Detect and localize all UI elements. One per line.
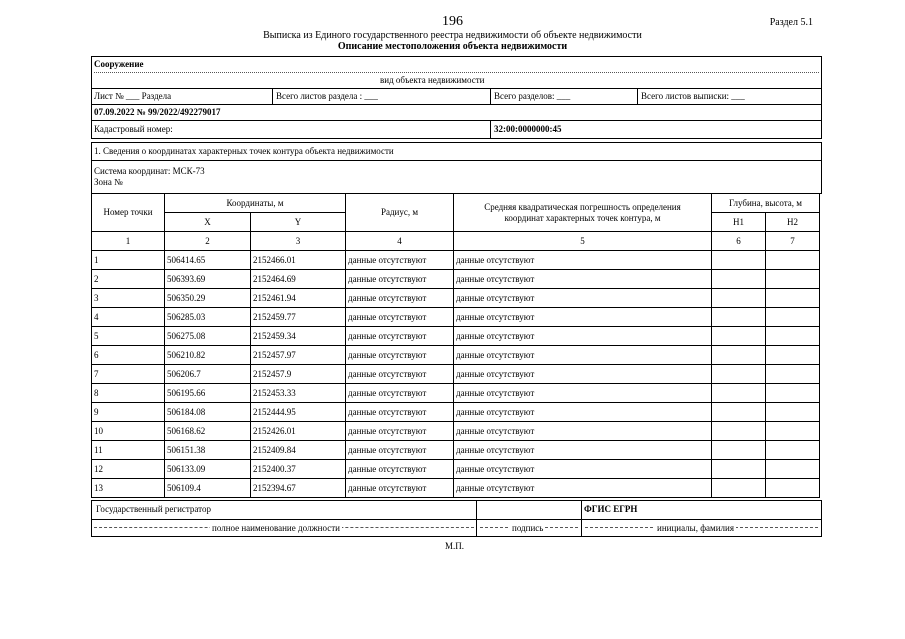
coord-x: 506350.29 [165, 289, 251, 308]
coord-x: 506109.4 [165, 479, 251, 498]
radius-value: данные отсутствуют [346, 327, 454, 346]
h1-value [712, 441, 766, 460]
radius-value: данные отсутствуют [346, 251, 454, 270]
coord-y: 2152464.69 [251, 270, 346, 289]
header-h1: H1 [712, 213, 766, 232]
object-type-caption: вид объекта недвижимости [380, 75, 485, 85]
object-type: Сооружение [94, 59, 144, 69]
coord-y: 2152400.37 [251, 460, 346, 479]
table-row [92, 384, 820, 403]
radius-value: данные отсутствуют [346, 479, 454, 498]
error-value: данные отсутствуют [454, 346, 712, 365]
cadastral-label: Кадастровый номер: [94, 124, 173, 134]
coord-x: 506195.66 [165, 384, 251, 403]
error-value: данные отсутствуют [454, 460, 712, 479]
coord-y: 2152466.01 [251, 251, 346, 270]
radius-value: данные отсутствуют [346, 365, 454, 384]
coord-x: 506285.03 [165, 308, 251, 327]
h2-value [766, 308, 820, 327]
h2-value [766, 346, 820, 365]
stamp-label: М.П. [445, 541, 465, 551]
h1-value [712, 365, 766, 384]
coord-x: 506206.7 [165, 365, 251, 384]
coord-x: 506414.65 [165, 251, 251, 270]
position-caption: полное наименование должности [212, 523, 340, 533]
coord-y: 2152457.9 [251, 365, 346, 384]
point-number: 13 [92, 479, 165, 498]
error-value: данные отсутствуют [454, 422, 712, 441]
coords-section-title: 1. Сведения о координатах характерных точек контура объекта недвижимости [94, 146, 394, 156]
radius-value: данные отсутствуют [346, 441, 454, 460]
coord-x: 506184.08 [165, 403, 251, 422]
table-row [92, 308, 820, 327]
point-number: 10 [92, 422, 165, 441]
coord-y: 2152459.34 [251, 327, 346, 346]
coord-y: 2152426.01 [251, 422, 346, 441]
date-number: 07.09.2022 № 99/2022/492279017 [94, 107, 221, 117]
error-value: данные отсутствуют [454, 365, 712, 384]
table-row [92, 460, 820, 479]
header-depth: Глубина, высота, м [712, 194, 820, 213]
coord-y: 2152457.97 [251, 346, 346, 365]
total-sheets-extract: Всего листов выписки: ___ [641, 91, 745, 101]
h1-value [712, 270, 766, 289]
error-value: данные отсутствуют [454, 384, 712, 403]
error-value: данные отсутствуют [454, 441, 712, 460]
point-number: 9 [92, 403, 165, 422]
coord-y: 2152409.84 [251, 441, 346, 460]
cadastral-number: 32:00:0000000:45 [494, 124, 562, 134]
error-value: данные отсутствуют [454, 270, 712, 289]
coordinate-system: Система координат: МСК-73 [94, 166, 205, 176]
error-value: данные отсутствуют [454, 403, 712, 422]
radius-value: данные отсутствуют [346, 422, 454, 441]
coord-x: 506133.09 [165, 460, 251, 479]
coord-y: 2152453.33 [251, 384, 346, 403]
point-number: 6 [92, 346, 165, 365]
coord-x: 506210.82 [165, 346, 251, 365]
document-title: Выписка из Единого государственного реестра недвижимости об объекте недвижимости [263, 30, 642, 41]
coord-x: 506168.62 [165, 422, 251, 441]
header-radius: Радиус, м [346, 194, 454, 232]
section-label: Раздел 5.1 [769, 17, 813, 28]
radius-value: данные отсутствуют [346, 346, 454, 365]
total-sheets-section: Всего листов раздела : ___ [276, 91, 378, 101]
header-coordinates: Координаты, м [165, 194, 346, 213]
column-number: 5 [454, 232, 712, 251]
h2-value [766, 365, 820, 384]
header-error: Средняя квадратическая погрешность определения координат характерных точек контура, м [454, 194, 712, 232]
table-row [92, 270, 820, 289]
radius-value: данные отсутствуют [346, 403, 454, 422]
h1-value [712, 251, 766, 270]
column-number: 1 [92, 232, 165, 251]
radius-value: данные отсутствуют [346, 308, 454, 327]
radius-value: данные отсутствуют [346, 460, 454, 479]
radius-value: данные отсутствуют [346, 270, 454, 289]
h1-value [712, 327, 766, 346]
point-number: 4 [92, 308, 165, 327]
coord-y: 2152461.94 [251, 289, 346, 308]
h2-value [766, 479, 820, 498]
table-row [92, 403, 820, 422]
header-y: Y [251, 213, 346, 232]
coordinates-table [91, 193, 820, 498]
column-number: 4 [346, 232, 454, 251]
point-number: 7 [92, 365, 165, 384]
h1-value [712, 384, 766, 403]
h1-value [712, 289, 766, 308]
h2-value [766, 251, 820, 270]
h1-value [712, 479, 766, 498]
h1-value [712, 422, 766, 441]
table-row [92, 441, 820, 460]
header-point-number: Номер точки [92, 194, 165, 232]
h2-value [766, 289, 820, 308]
h2-value [766, 270, 820, 289]
column-number: 6 [712, 232, 766, 251]
table-row [92, 327, 820, 346]
header-x: X [165, 213, 251, 232]
sheet-label: Лист № ___ Раздела [94, 91, 172, 101]
coord-y: 2152444.95 [251, 403, 346, 422]
point-number: 8 [92, 384, 165, 403]
document-subtitle: Описание местоположения объекта недвижимости [337, 41, 568, 52]
h1-value [712, 346, 766, 365]
column-numbers-row [92, 232, 820, 251]
column-number: 3 [251, 232, 346, 251]
h1-value [712, 460, 766, 479]
signature-caption: подпись [512, 523, 544, 533]
point-number: 2 [92, 270, 165, 289]
error-value: данные отсутствуют [454, 479, 712, 498]
h2-value [766, 422, 820, 441]
h1-value [712, 403, 766, 422]
table-row [92, 422, 820, 441]
error-value: данные отсутствуют [454, 251, 712, 270]
table-row [92, 479, 820, 498]
error-value: данные отсутствуют [454, 289, 712, 308]
h2-value [766, 384, 820, 403]
coord-x: 506393.69 [165, 270, 251, 289]
point-number: 5 [92, 327, 165, 346]
h1-value [712, 308, 766, 327]
error-value: данные отсутствуют [454, 327, 712, 346]
point-number: 11 [92, 441, 165, 460]
coord-x: 506275.08 [165, 327, 251, 346]
h2-value [766, 403, 820, 422]
h2-value [766, 327, 820, 346]
initials-caption: инициалы, фамилия [657, 523, 734, 533]
error-value: данные отсутствуют [454, 308, 712, 327]
h2-value [766, 460, 820, 479]
table-row [92, 251, 820, 270]
column-number: 2 [165, 232, 251, 251]
page-number: 196 [442, 14, 463, 29]
coord-y: 2152394.67 [251, 479, 346, 498]
zone-number: Зона № [94, 177, 123, 187]
column-number: 7 [766, 232, 820, 251]
table-row [92, 365, 820, 384]
point-number: 12 [92, 460, 165, 479]
h2-value [766, 441, 820, 460]
coord-y: 2152459.77 [251, 308, 346, 327]
total-sections: Всего разделов: ___ [494, 91, 571, 101]
table-row [92, 346, 820, 365]
registry-system: ФГИС ЕГРН [584, 504, 638, 514]
radius-value: данные отсутствуют [346, 289, 454, 308]
header-h2: H2 [766, 213, 820, 232]
point-number: 3 [92, 289, 165, 308]
registrar-label: Государственный регистратор [96, 504, 212, 514]
coord-x: 506151.38 [165, 441, 251, 460]
table-row [92, 289, 820, 308]
radius-value: данные отсутствуют [346, 384, 454, 403]
point-number: 1 [92, 251, 165, 270]
